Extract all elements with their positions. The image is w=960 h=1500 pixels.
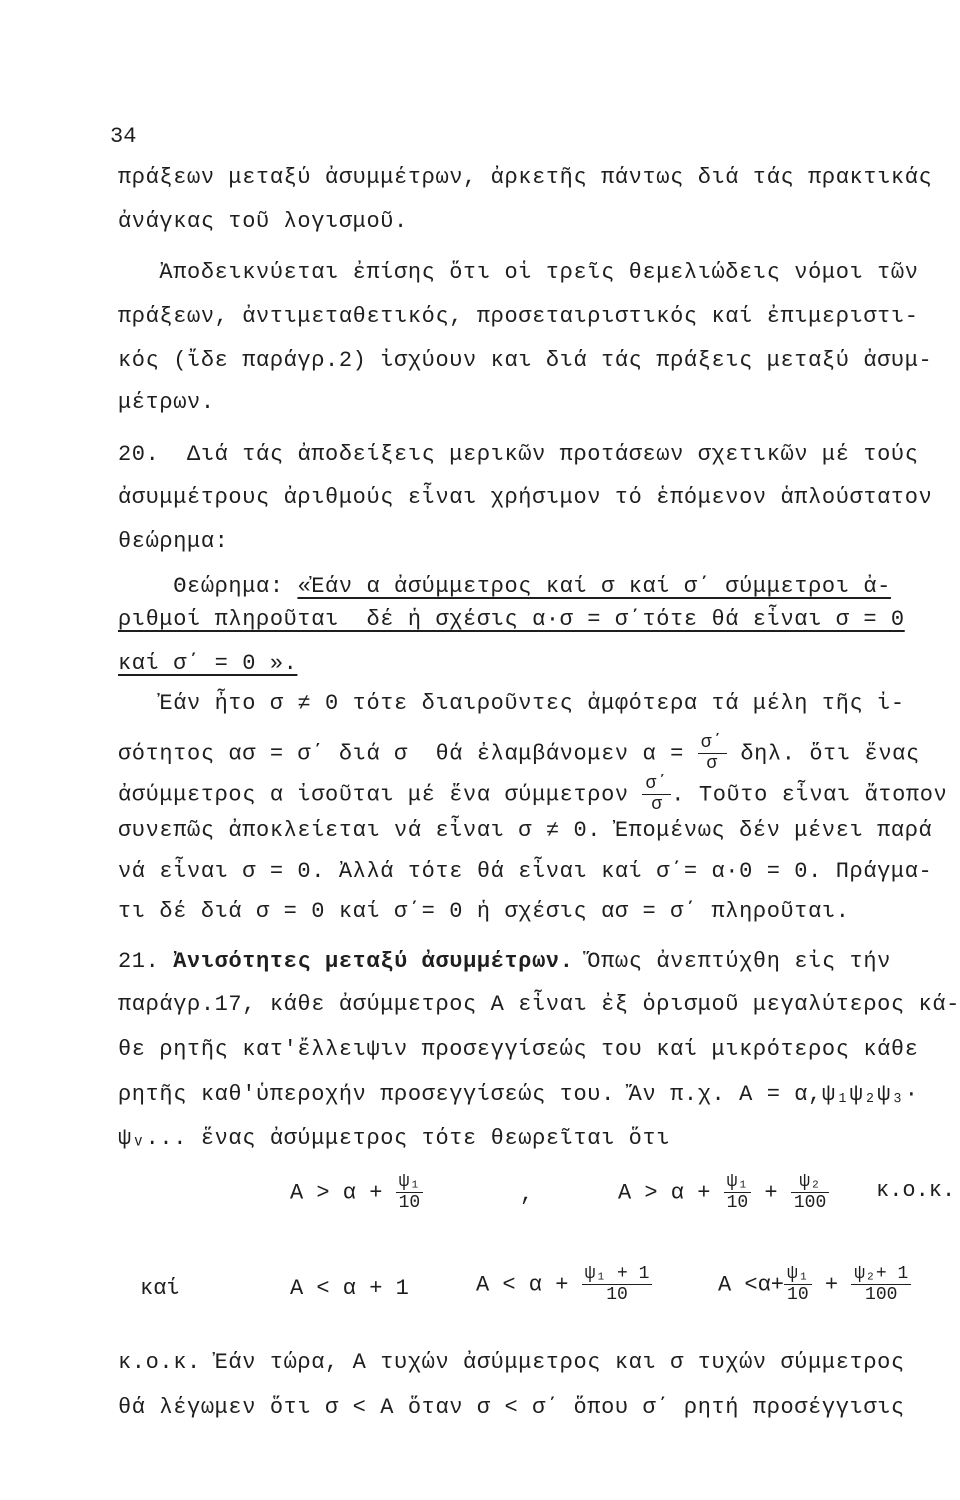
text-span: Διά τάς ἀποδείξεις μερικῶν προτάσεων σχετικῶν μέ τούς — [159, 442, 919, 467]
fraction-numerator: σ΄ — [642, 774, 671, 795]
proof-line: Ἐάν ἦτο σ ≠ 0 τότε διαιροῦντες ἀμφότερα τά μέλη τῆς ἰ- — [118, 691, 905, 716]
fraction — [396, 1172, 424, 1213]
formula-text: + — [751, 1180, 791, 1206]
formula-text: A > α + — [618, 1180, 724, 1206]
theorem-line: ριθμοί πληροῦται δέ ἡ σχέσις α·σ = σ΄τότε θά εἶναι σ = 0 — [118, 607, 905, 632]
fraction-denominator: 100 — [865, 1285, 898, 1305]
fraction-denominator: 10 — [787, 1285, 809, 1305]
proof-line — [118, 774, 947, 815]
inequality-2 — [618, 1172, 829, 1213]
fraction-denominator: 10 — [606, 1285, 628, 1305]
inequality-5 — [718, 1264, 911, 1305]
formula-comma: , — [520, 1182, 534, 1207]
fraction — [791, 1172, 829, 1213]
fraction-numerator: ψ₂ — [791, 1172, 829, 1193]
theorem-label: Θεώρημα: — [118, 574, 298, 599]
text-line: πράξεων, ἀντιμεταθετικός, προσεταιριστικός καί ἐπιμεριστι- — [118, 304, 919, 329]
text-line: πράξεων μεταξύ ἀσυμμέτρων, ἀρκετῆς πάντως διά τάς πρακτικάς — [118, 165, 933, 190]
formula-text: A <α+ — [718, 1272, 785, 1298]
text-span: δηλ. ὅτι ἕνας — [726, 741, 920, 767]
fraction — [784, 1264, 812, 1305]
section-20-heading-line — [118, 440, 919, 470]
text-line: κός (ἴδε παράγρ.2) ἰσχύουν και διά τάς πράξεις μεταξύ ἀσυμ- — [118, 348, 933, 373]
inequality-3: A < α + 1 — [290, 1276, 409, 1301]
formula-text: A < α + — [476, 1272, 582, 1298]
fraction-numerator: ψ₂+ 1 — [851, 1264, 911, 1285]
text-span: σότητος ασ = σ΄ διά σ θά ἐλαμβάνομεν α = — [118, 741, 698, 767]
inequality-1 — [290, 1172, 423, 1213]
fraction-denominator: 10 — [398, 1193, 421, 1213]
fraction — [724, 1172, 752, 1213]
fraction — [851, 1264, 911, 1305]
fraction — [582, 1264, 653, 1305]
text-line: θεώρημα: — [118, 529, 229, 554]
text-line: ἀνάγκας τοῦ λογισμοῦ. — [118, 209, 408, 234]
text-span: ἀσύμμετρος α ἰσοῦται μέ ἕνα σύμμετρον — [118, 782, 643, 808]
formula-kai: καί — [140, 1276, 180, 1301]
proof-line: συνεπῶς ἀποκλείεται νά εἶναι σ ≠ 0. Ἐπομένως δέν μένει παρά — [118, 818, 933, 843]
fraction-numerator: ψ₁ — [396, 1172, 424, 1193]
text-span: Ὅπως ἀνεπτύχθη εἰς τήν — [573, 949, 891, 974]
theorem-line: καί σ΄ = 0 ». — [118, 651, 298, 676]
text-span: . Τοῦτο εἶναι ἄτοπον — [671, 782, 948, 808]
text-line: θά λέγωμεν ὅτι σ < Α ὅταν σ < σ΄ ὅπου σ΄ ρητή προσέγγισις — [118, 1395, 905, 1420]
fraction-denominator: σ — [706, 754, 718, 774]
fraction-numerator: ψ₁ — [784, 1264, 812, 1285]
text-line: μέτρων. — [118, 390, 215, 415]
proof-line: τι δέ διά σ = 0 καί σ΄= 0 ἡ σχέσις ασ = σ΄ πληροῦται. — [118, 899, 850, 924]
formula-text: A > α + — [290, 1180, 396, 1206]
fraction-numerator: σ΄ — [698, 733, 727, 754]
fraction-numerator: ψ₁ — [724, 1172, 752, 1193]
proof-line: νά εἶναι σ = 0. Ἀλλά τότε θά εἶναι καί σ΄= α·0 = 0. Πράγμα- — [118, 859, 933, 884]
text-line: κ.ο.κ. Ἐάν τώρα, Α τυχών ἀσύμμετρος και σ τυχών σύμμετρος — [118, 1350, 905, 1375]
section-number: 21. — [118, 949, 160, 974]
section-21-heading-line — [118, 947, 891, 977]
fraction-numerator: ψ₁ + 1 — [582, 1264, 653, 1285]
fraction-denominator: 100 — [793, 1193, 827, 1213]
text-line: Ἀποδεικνύεται ἐπίσης ὅτι οἱ τρεῖς θεμελιώδεις νόμοι τῶν — [118, 260, 919, 285]
formula-text: + — [811, 1272, 852, 1298]
proof-line — [118, 733, 920, 774]
inequality-4 — [476, 1264, 652, 1305]
text-line: ἀσυμμέτρους ἀριθμούς εἶναι χρήσιμον τό ἑπόμενον ἁπλούστατον — [118, 485, 933, 510]
text-line: παράγρ.17, κάθε ἀσύμμετρος Α εἶναι ἐξ ὁρισμοῦ μεγαλύτερος κά- — [118, 992, 960, 1017]
theorem-text: «Ἐάν α ἀσύμμετρος καί σ καί σ΄ σύμμετροι ἀ- — [297, 574, 891, 599]
fraction — [642, 774, 671, 815]
text-line: ρητῆς καθ'ὑπεροχήν προσεγγίσεώς του. Ἄν π.χ. Α = α,ψ₁ψ₂ψ₃· — [118, 1082, 919, 1107]
text-line: θε ρητῆς κατ'ἔλλειψιν προσεγγίσεώς του καί μικρότερος κάθε — [118, 1037, 919, 1062]
section-title: Ἀνισότητες μεταξύ ἀσυμμέτρων. — [173, 949, 574, 974]
fraction-denominator: 10 — [726, 1193, 749, 1213]
page-number: 34 — [110, 124, 137, 149]
section-number: 20. — [118, 442, 160, 467]
text-line: ψᵥ... ἕνας ἀσύμμετρος τότε θεωρεῖται ὅτι — [118, 1126, 671, 1151]
theorem-line — [118, 572, 891, 602]
fraction — [698, 733, 727, 774]
etc-abbreviation: κ.ο.κ. — [876, 1178, 956, 1203]
fraction-denominator: σ — [651, 795, 663, 815]
